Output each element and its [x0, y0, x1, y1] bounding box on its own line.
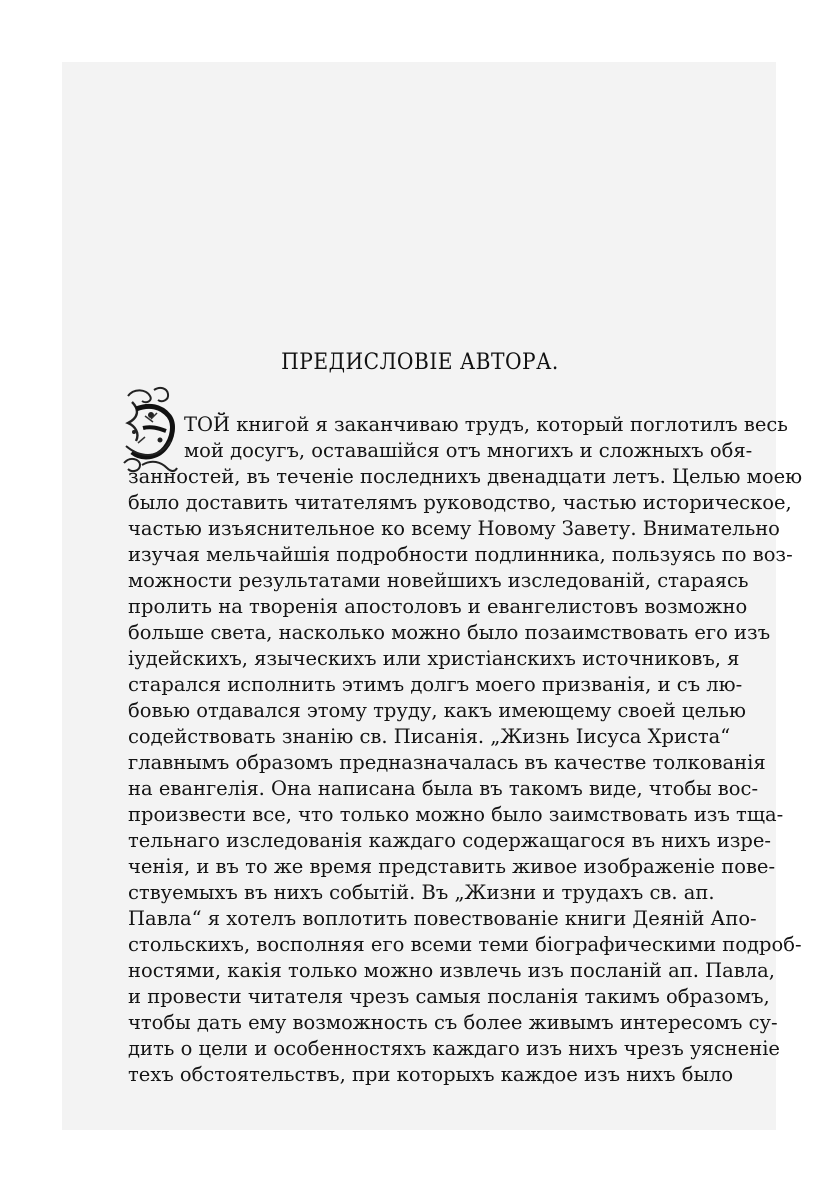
text-line: ченія, и въ то же время представить живое изображеніе пове- — [128, 855, 776, 878]
text-line: и провести читателя чрезъ самыя посланія такимъ образомъ, — [128, 985, 770, 1008]
text-line: мой досугъ, оставашійся отъ многихъ и сложныхъ обя- — [184, 439, 753, 462]
text-line: бовью отдавался этому труду, какъ имеющему своей целью — [128, 699, 746, 722]
text-line: пролить на творенія апостоловъ и евангелистовъ возможно — [128, 595, 748, 618]
text-line: ТОЙ книгой я заканчиваю трудъ, который поглотилъ весь — [184, 413, 788, 436]
text-line: изучая мельчайшія подробности подлинника, пользуясь по воз- — [128, 543, 793, 566]
text-line: Павла“ я хотелъ воплотить повествованіе книги Деяній Апо- — [128, 907, 757, 930]
text-line: іудейскихъ, языческихъ или христіанскихъ источниковъ, я — [128, 647, 740, 670]
text-line: техъ обстоятельствъ, при которыхъ каждое изъ нихъ было — [128, 1063, 734, 1086]
text-line: тельнаго изследованія каждаго содержащагося въ нихъ изре- — [128, 829, 772, 852]
text-line: ствуемыхъ въ нихъ событій. Въ „Жизни и трудахъ св. ап. — [128, 881, 715, 904]
text-line: чтобы дать ему возможность съ более живымъ интересомъ су- — [128, 1011, 778, 1034]
text-line: произвести все, что только можно было заимствовать изъ тща- — [128, 803, 784, 826]
text-line: стольскихъ, восполняя его всеми теми біографическими подроб- — [128, 933, 802, 956]
text-line: занностей, въ теченіе последнихъ двенадцати летъ. Целью моею — [128, 465, 803, 488]
page-heading: ПРЕДИСЛОВІЕ АВТОРА. — [281, 350, 559, 375]
text-line: на евангелія. Она написана была въ такомъ виде, чтобы вос- — [128, 777, 759, 800]
text-line: частью изъяснительное ко всему Новому Завету. Внимательно — [128, 517, 780, 540]
text-line: было доставить читателямъ руководство, частью историческое, — [128, 491, 792, 514]
text-line: старался исполнить этимъ долгъ моего призванія, и съ лю- — [128, 673, 743, 696]
text-line: ностями, какія только можно извлечь изъ посланій ап. Павла, — [128, 959, 775, 982]
text-line: дить о цели и особенностяхъ каждаго изъ нихъ чрезъ уясненіе — [128, 1037, 780, 1060]
text-line: содействовать знанію св. Писанія. „Жизнь Іисуса Христа“ — [128, 725, 731, 748]
text-line: главнымъ образомъ предназначалась въ качестве толкованія — [128, 751, 766, 774]
text-line: можности результатами новейшихъ изследованій, стараясь — [128, 569, 749, 592]
text-line: больше света, насколько можно было позаимствовать его изъ — [128, 621, 771, 644]
